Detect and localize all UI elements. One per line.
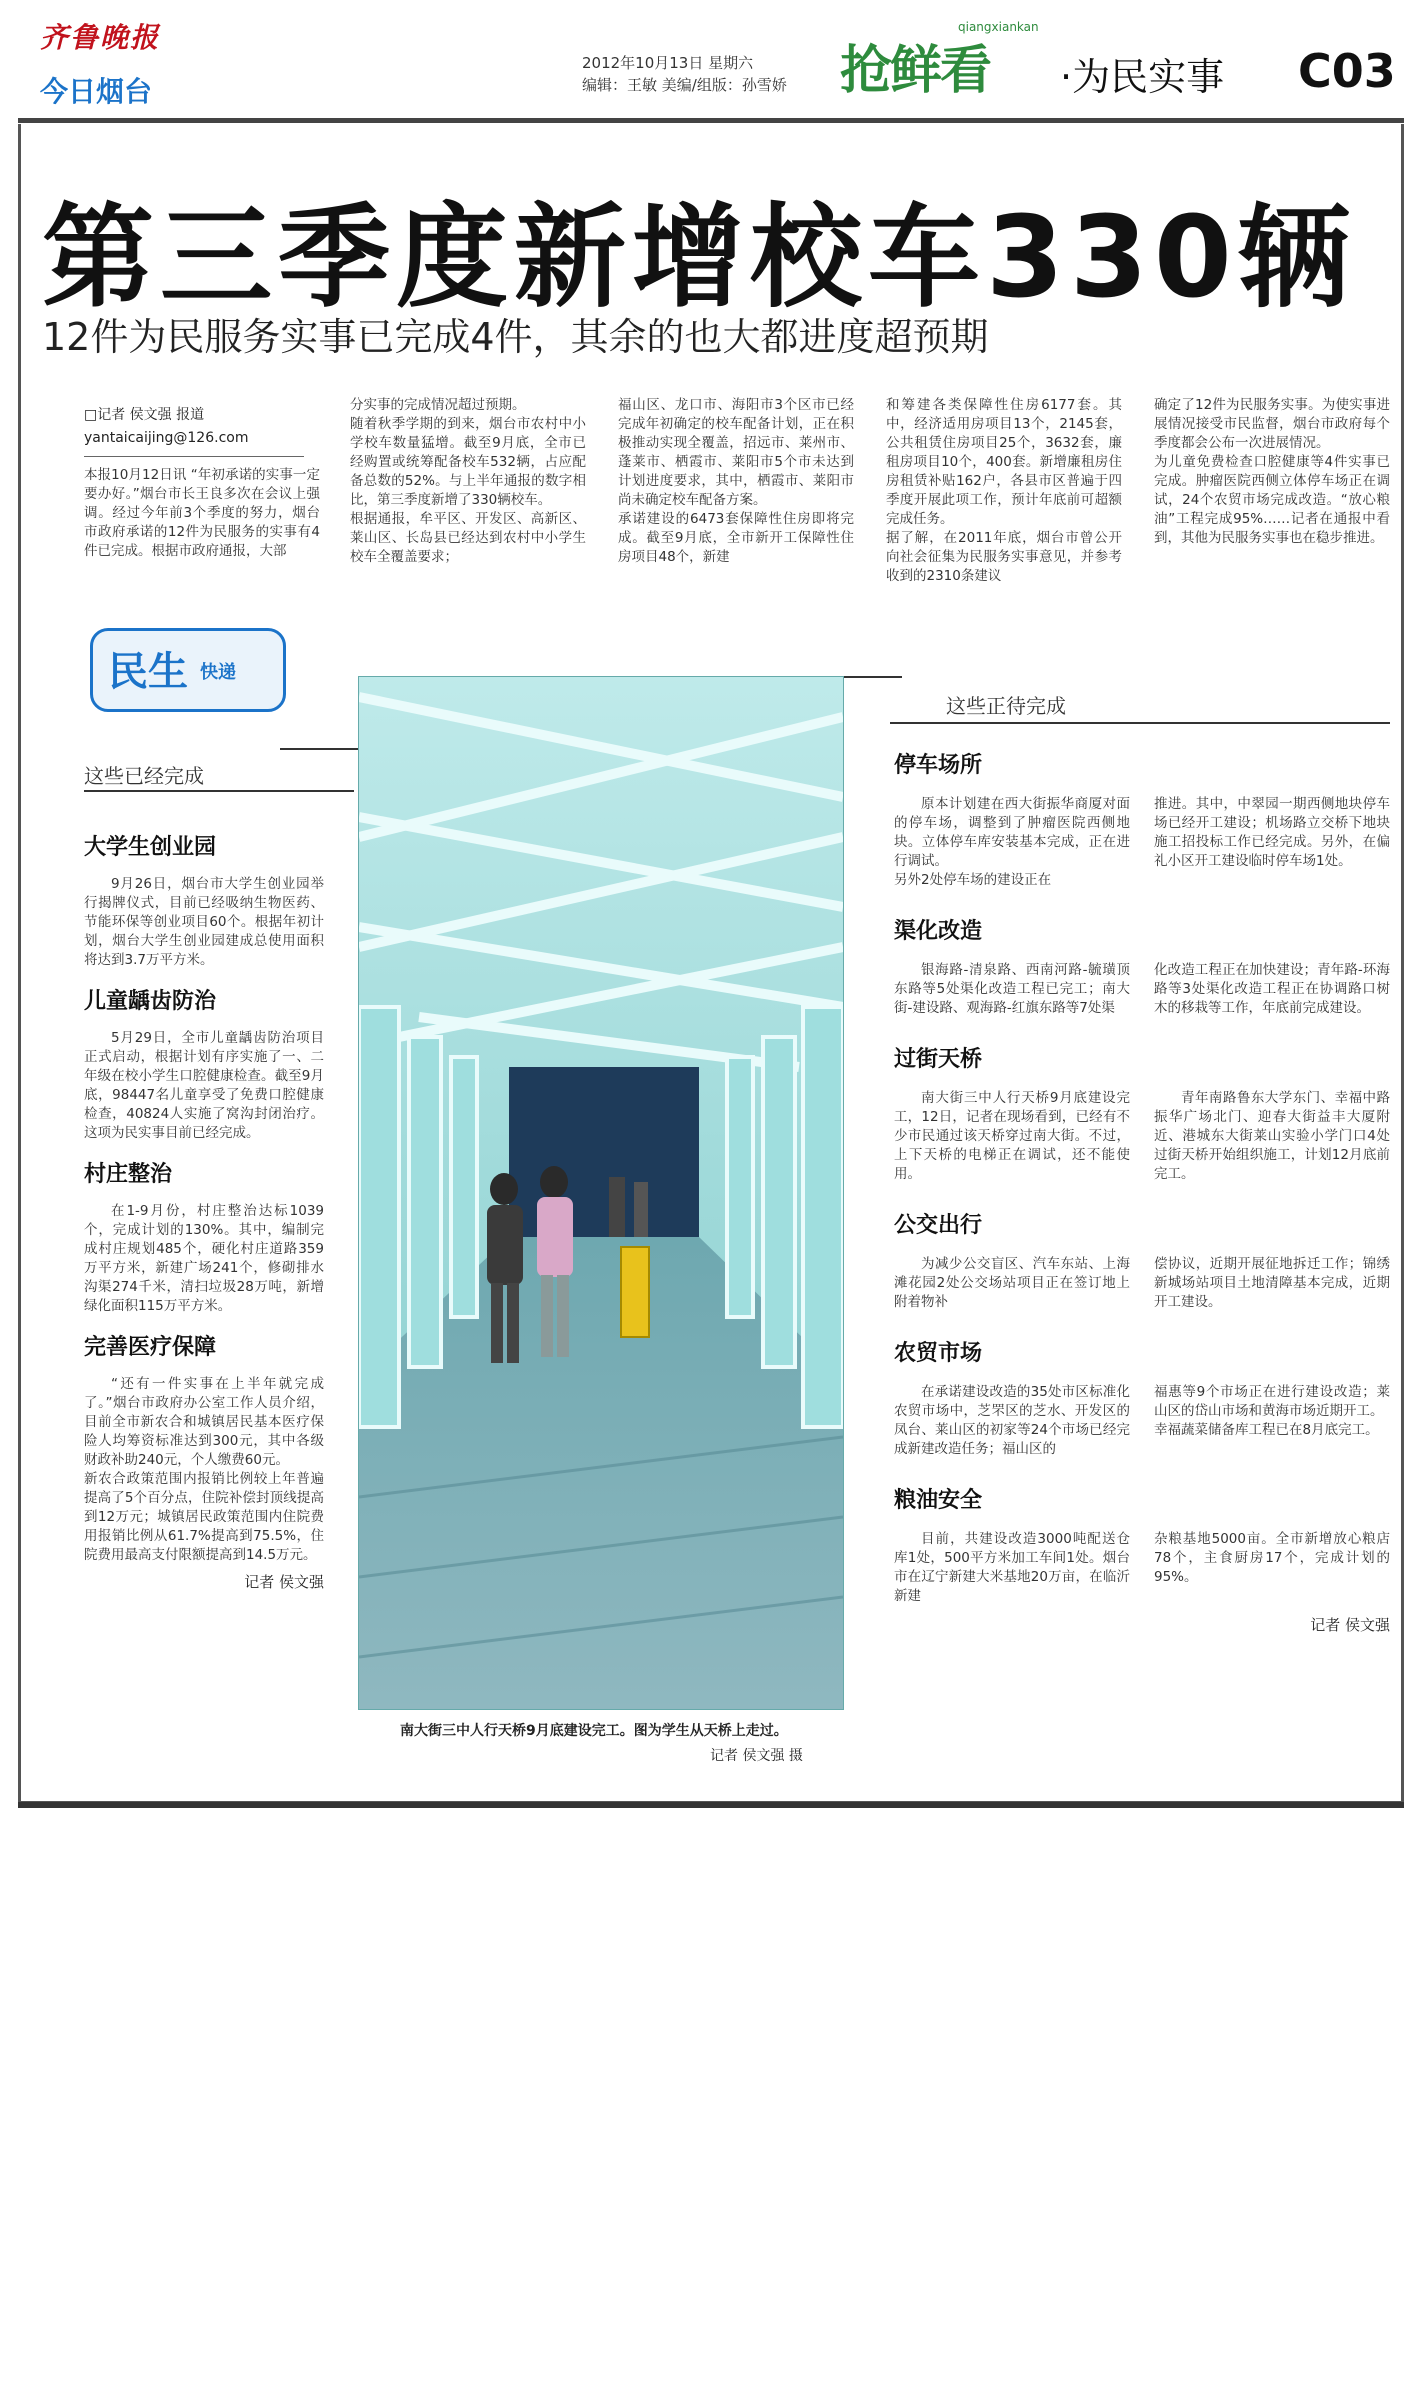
pending-header: 这些正待完成 <box>946 694 1066 718</box>
list-item <box>894 914 1390 1018</box>
item-body <box>894 1089 1390 1184</box>
reporter-credit: 记者 侯文强 <box>244 1573 324 1591</box>
byline: □记者 侯文强 报道 <box>84 407 205 423</box>
divider <box>280 748 358 750</box>
page-subheadline: 12件为民服务实事已完成4件，其余的也大都进度超预期 <box>42 315 989 359</box>
bottom-rule <box>18 1802 1404 1808</box>
column-slogan: ·为民实事 <box>1060 55 1225 99</box>
item-text: 在1-9月份，村庄整治达标1039个，完成计划的130%。其中，编制完成村庄规划485个，硬化村庄道路359万平方米，新建广场241个，修砌排水沟渠274千米，清扫垃圾28万吨，新增绿化面积115万平方米。 <box>84 1203 324 1314</box>
list-item <box>894 1336 1390 1459</box>
item-body <box>894 1530 1390 1606</box>
item-title: 村庄整治 <box>84 1162 173 1187</box>
divider <box>84 456 304 457</box>
badge-main-text: 民生 <box>108 649 188 695</box>
item-text: 9月26日，烟台市大学生创业园举行揭牌仪式，目前已经吸纳生物医药、节能环保等创业项目60个。根据年初计划，烟台大学生创业园建成总使用面积将达到3.7万平方米。 <box>84 876 324 968</box>
photo-caption: 南大街三中人行天桥9月底建设完工。图为学生从天桥上走过。 <box>400 1723 788 1739</box>
item-title: 儿童龋齿防治 <box>84 989 217 1014</box>
list-item <box>894 1208 1390 1312</box>
item-text: 杂粮基地5000亩。全市新增放心粮店78个，主食厨房17个，完成计划的95%。 <box>1154 1531 1390 1585</box>
article-column-4: 和筹建各类保障性住房6177套。其中，经济适用房项目13个，2145套，公共租赁住房项目25个，3632套，廉租房项目10个，400套。新增廉租房住房租赁补贴162户，各县市区普遍于四季度开展此项工作，预计年底前可超额完成任务。 据了解，在2011年底，烟台市曾公开向社会征集为民服务实事意见，并参考收到的2310条建议 <box>886 397 1122 584</box>
divider <box>84 790 354 792</box>
date-line: 2012年10月13日 星期六 <box>582 54 754 72</box>
item-text: 南大街三中人行天桥9月底建设完工，12日，记者在现场看到，已经有不少市民通过该天桥穿过南大街。不过，上下天桥的电梯正在调试，还不能使用。 <box>894 1090 1130 1182</box>
item-title: 公交出行 <box>894 1213 983 1238</box>
list-item <box>84 984 324 1143</box>
item-text: 5月29日，全市儿童龋齿防治项目正式启动，根据计划有序实施了一、二年级在校小学生口腔健康检查。截至9月底，98447名儿童享受了免费口腔健康检查，40824人实施了窝沟封闭治疗。这项为民实事目前已经完成。 <box>84 1030 324 1141</box>
item-title: 过街天桥 <box>894 1047 983 1072</box>
item-text: 目前，共建设改造3000吨配送仓库1处，500平方米加工车间1处。烟台市在辽宁新建大米基地20万亩，在临沂新建 <box>894 1531 1130 1604</box>
item-title: 粮油安全 <box>894 1488 983 1513</box>
item-title: 停车场所 <box>894 753 983 778</box>
brand-text: 抢鲜看 <box>840 41 991 101</box>
badge-sub-text: 快递 <box>200 662 236 683</box>
list-item <box>894 748 1390 890</box>
item-text: 福惠等9个市场正在进行建设改造；莱山区的岱山市场和黄海市场近期开工。 幸福蔬菜储备库工程已在8月底完工。 <box>1154 1384 1390 1438</box>
divider <box>890 722 1390 724</box>
item-text: 偿协议，近期开展征地拆迁工作；锦绣新城场站项目土地清障基本完成，近期开工建设。 <box>1154 1256 1390 1310</box>
item-body <box>894 795 1390 890</box>
reporter-email: yantaicaijing@126.com <box>84 430 249 446</box>
item-text: 化改造工程正在加快建设；青年路-环海路等3处渠化改造工程正在协调路口树木的移栽等工作，年底前完成建设。 <box>1154 962 1390 1016</box>
top-rule <box>18 118 1404 123</box>
item-title: 农贸市场 <box>894 1341 983 1366</box>
list-item <box>84 1157 324 1316</box>
item-body <box>894 1383 1390 1459</box>
divider <box>842 676 902 678</box>
article-column-2: 分实事的完成情况超过预期。 随着秋季学期的到来，烟台市农村中小学校车数量猛增。截至9月底，全市已经购置或统筹配备校车532辆，占应配备总数的52%。与上半年通报的数字相比，第三季度新增了330辆校车。 根据通报，牟平区、开发区、高新区、莱山区、长岛县已经达到农村中小学生校车全覆盖要求； <box>350 397 586 565</box>
list-item <box>84 830 324 970</box>
page-number: C03 <box>1298 44 1396 98</box>
item-text: 推进。其中，中翠园一期西侧地块停车场已经开工建设；机场路立交桥下地块施工招投标工作已经完成。另外，在偏礼小区开工建设临时停车场1处。 <box>1154 796 1390 869</box>
issue-info <box>582 52 787 96</box>
brand-pinyin: qiangxiankan <box>958 20 1039 34</box>
item-text: 在承诺建设改造的35处市区标准化农贸市场中，芝罘区的芝水、开发区的凤台、莱山区的初家等24个市场已经完成新建改造任务；福山区的 <box>894 1384 1130 1457</box>
brand-title <box>840 28 990 103</box>
photo-credit: 记者 侯文强 摄 <box>710 1748 803 1764</box>
page-headline: 第三季度新增校车330辆 <box>42 193 1356 323</box>
item-text: 银海路-清泉路、西南河路-毓璜顶东路等5处渠化改造工程已完工；南大街-建设路、观海路-红旗东路等7处渠 <box>894 962 1130 1016</box>
article-column-3: 福山区、龙口市、海阳市3个区市已经完成年初确定的校车配备计划，正在积极推动实现全覆盖，招远市、莱州市、蓬莱市、栖霞市、莱阳市5个市未达到计划进度要求，其中，栖霞市、莱阳市尚未确定校车配备方案。 承诺建设的6473套保障性住房即将完成。截至9月底，全市新开工保障性住房项目48个，新建 <box>618 397 854 565</box>
done-header: 这些已经完成 <box>84 764 204 788</box>
list-item <box>894 1042 1390 1184</box>
footbridge-photo <box>358 676 844 1710</box>
item-text: 原本计划建在西大街振华商厦对面的停车场，调整到了肿瘤医院西侧地块。立体停车库安装基本完成，正在进行调试。 另外2处停车场的建设正在 <box>894 796 1130 888</box>
pending-list <box>894 748 1390 1635</box>
item-text: 青年南路鲁东大学东门、幸福中路振华广场北门、迎春大街益丰大厦附近、港城东大街莱山实验小学门口4处过街天桥开始组织施工，计划12月底前完工。 <box>1154 1090 1390 1182</box>
section-name: 今日烟台 <box>40 75 153 108</box>
item-title: 大学生创业园 <box>84 835 217 860</box>
item-title: 完善医疗保障 <box>84 1335 217 1360</box>
list-item <box>84 1330 324 1565</box>
item-text: “还有一件实事在上半年就完成了。”烟台市政府办公室工作人员介绍，目前全市新农合和城镇居民基本医疗保险人均筹资标准达到300元，其中各级财政补助240元，个人缴费60元。 新农合政策范围内报销比例较上年普遍提高了5个百分点，住院补偿封顶线提高到12万元；城镇居民政策范围内住院费用报销比例从61.7%提高到75.5%，住院费用最高支付限额提高到14.5万元。 <box>84 1376 324 1563</box>
done-list <box>84 830 324 1592</box>
list-item <box>894 1483 1390 1606</box>
editor-line: 编辑：王敏 美编/组版：孙雪娇 <box>582 76 787 94</box>
article-column-1: 本报10月12日讯 “年初承诺的实事一定要办好。”烟台市长王良多次在会议上强调。经过今年前3个季度的努力，烟台市政府承诺的12件为民服务的实事有4件已完成。根据市政府通报，大部 <box>84 467 320 559</box>
item-body <box>894 1255 1390 1312</box>
item-body <box>894 961 1390 1018</box>
newspaper-logo: 齐鲁晚报 <box>40 21 161 54</box>
item-title: 渠化改造 <box>894 919 983 944</box>
item-text: 为减少公交盲区、汽车东站、上海滩花园2处公交场站项目正在签订地上附着物补 <box>894 1256 1130 1310</box>
article-column-5: 确定了12件为民服务实事。为使实事进展情况接受市民监督，烟台市政府每个季度都会公布一次进展情况。 为儿童免费检查口腔健康等4件实事已完成。肿瘤医院西侧立体停车场正在调试，24个农贸市场完成改造。“放心粮油”工程完成95%……记者在通报中看到，其他为民服务实事也在稳步推进。 <box>1154 397 1390 546</box>
reporter-credit: 记者 侯文强 <box>1310 1616 1390 1634</box>
